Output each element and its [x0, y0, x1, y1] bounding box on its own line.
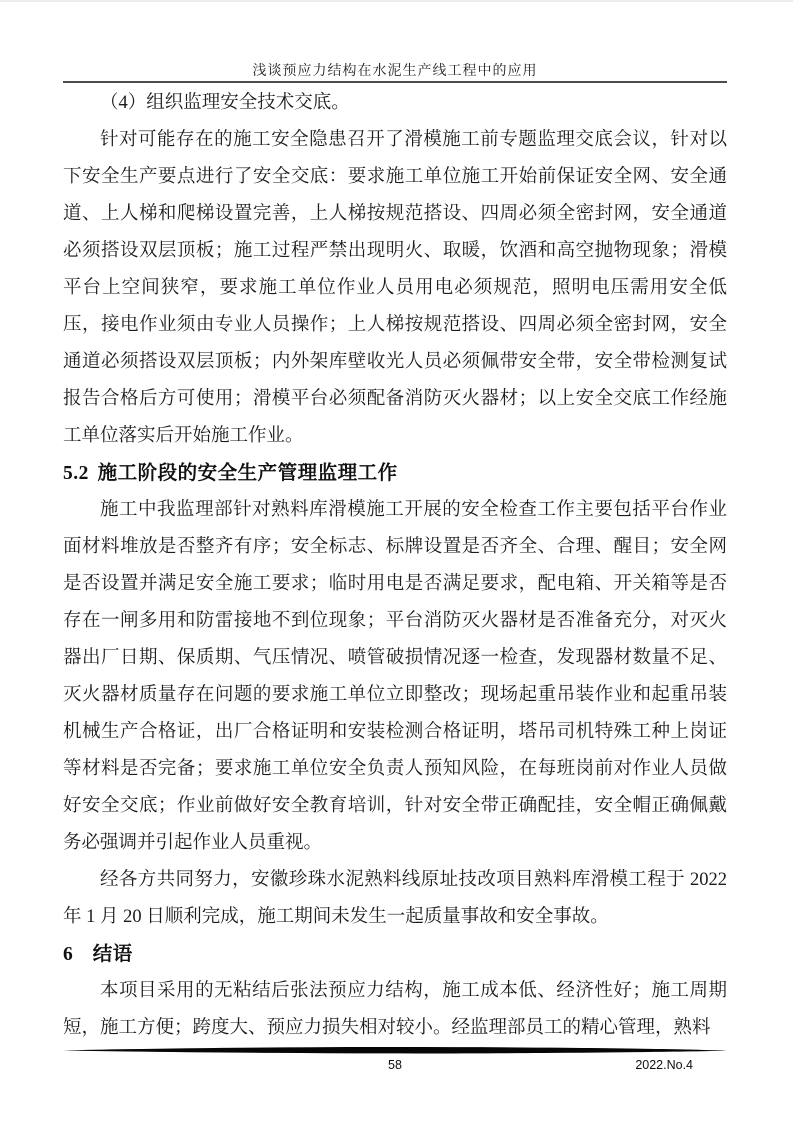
footer-rule	[63, 1046, 727, 1055]
page-top-edge	[0, 0, 793, 2]
section-number: 6	[63, 944, 74, 965]
page-footer	[63, 1058, 727, 1076]
paragraph-completion: 经各方共同努力，安徽珍珠水泥熟料线原址技改项目熟料库滑模工程于 2022 年 1 月 20 日顺利完成，施工期间未发生一起质量事故和安全事故。	[63, 870, 727, 927]
running-title: 浅谈预应力结构在水泥生产线工程中的应用	[252, 64, 538, 79]
paragraph-conclusion: 本项目采用的无粘结后张法预应力结构，施工成本低、经济性好；施工周期短，施工方便；跨度大、预应力损失相对较小。经监理部员工的精心管理，熟料	[63, 981, 727, 1038]
page-number: 58	[388, 1058, 402, 1072]
paragraph-safety-inspection: 施工中我监理部针对熟料库滑模施工开展的安全检查工作主要包括平台作业面材料堆放是否整齐有序；安全标志、标牌设置是否齐全、合理、醒目；安全网是否设置并满足安全施工要求；临时用电是否满足要求，配电箱、开关箱等是否存在一闸多用和防雷接地不到位现象；平台消防灭火器材是否准备充分，对灭火器出厂日期、保质期、气压情况、喷管破损情况逐一检查，发现器材数量不足、灭火器材质量存在问题的要求施工单位立即整改；现场起重吊装作业和起重吊装机械生产合格证，出厂合格证明和安装检测合格证明，塔吊司机特殊工种上岗证等材料是否完备；要求施工单位安全负责人预知风险，在每班岗前对作业人员做好安全交底；作业前做好安全教育培训，针对安全带正确配挂，安全帽正确佩戴务必强调并引起作业人员重视。	[63, 500, 727, 853]
section-title: 施工阶段的安全生产管理监理工作	[97, 462, 398, 484]
article-body	[63, 85, 727, 1047]
paragraph-item-4: （4）组织监理安全技术交底。	[100, 93, 350, 113]
section-heading-6	[63, 936, 727, 973]
section-heading-5-2	[63, 455, 727, 492]
section-number: 5.2	[63, 463, 89, 484]
header-rule	[63, 81, 727, 83]
section-title: 结语	[92, 943, 133, 965]
issue-number: 2022.No.4	[635, 1058, 693, 1072]
paragraph-safety-briefing: 针对可能存在的施工安全隐患召开了滑模施工前专题监理交底会议，针对以下安全生产要点进行了安全交底：要求施工单位施工开始前保证安全网、安全通道、上人梯和爬梯设置完善，上人梯按规范搭设、四周必须全密封网，安全通道必须搭设双层顶板；施工过程严禁出现明火、取暖，饮酒和高空抛物现象；滑模平台上空间狭窄，要求施工单位作业人员用电必须规范，照明电压需用安全低压，接电作业须由专业人员操作；上人梯按规范搭设、四周必须全密封网，安全通道必须搭设双层顶板；内外架库壁收光人员必须佩带安全带，安全带检测复试报告合格后方可使用；滑模平台必须配备消防灭火器材；以上安全交底工作经施工单位落实后开始施工作业。	[63, 130, 727, 446]
